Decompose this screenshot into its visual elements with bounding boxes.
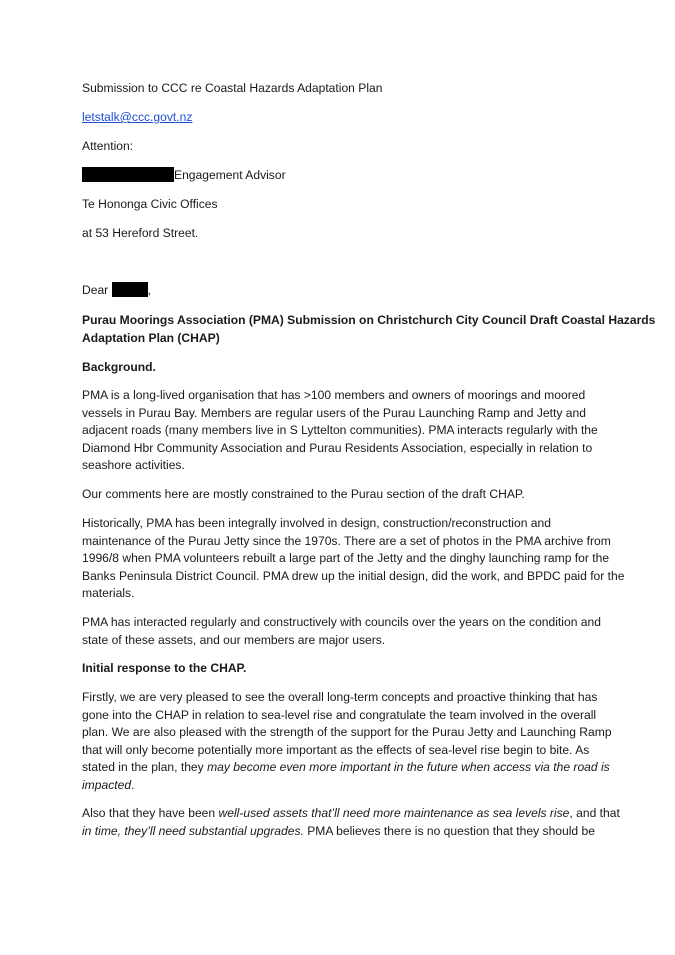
text-run: Also that they have been — [82, 806, 219, 820]
redacted-salutation-name — [112, 282, 148, 297]
text-line: state of these assets, and our members are major users. — [82, 632, 386, 647]
redacted-name-block — [82, 167, 174, 182]
subject-line: Submission to CCC re Coastal Hazards Adaptation Plan — [82, 81, 383, 95]
italic-quote: well-used assets that’ll need more maintenance as sea levels rise — [218, 806, 570, 820]
text-line — [82, 805, 620, 823]
text-run: stated in the plan, they — [82, 760, 208, 775]
background-paragraph-1 — [82, 387, 598, 475]
salutation-dear: Dear — [82, 283, 109, 297]
background-paragraph-3 — [82, 515, 624, 603]
initial-response-heading: Initial response to the CHAP. — [82, 661, 247, 675]
italic-quote: impacted — [82, 777, 132, 792]
text-line: PMA has interacted regularly and constructively with councils over the years on the condition and — [82, 615, 601, 629]
text-line: maintenance of the Purau Jetty since the 1970s. There are a set of photos in the PMA archive from — [82, 533, 611, 548]
text-line: that will only become potentially more important as the effects of sea-level rise begin to bite. As — [82, 742, 590, 757]
attention-label: Attention: — [82, 139, 134, 153]
address-line: at 53 Hereford Street. — [82, 226, 199, 240]
text-line: plan. We are also pleased with the strength of the support for the Purau Jetty and Launching Ramp — [82, 725, 612, 740]
text-line — [82, 823, 620, 841]
title-line-1: Purau Moorings Association (PMA) Submission on Christchurch City Council Draft Coastal Hazards — [82, 313, 656, 327]
title-line-2: Adaptation Plan (CHAP) — [82, 330, 220, 345]
text-line — [82, 777, 612, 795]
text-run: PMA believes there is no question that they should be — [303, 823, 595, 838]
text-line: vessels in Purau Bay. Members are regular users of the Purau Launching Ramp and Jetty and — [82, 405, 586, 420]
text-line: materials. — [82, 586, 135, 601]
recipient-line — [82, 167, 286, 185]
text-line: Historically, PMA has been integrally involved in design, construction/reconstruction and — [82, 516, 551, 530]
text-line: seashore activities. — [82, 458, 185, 473]
background-heading: Background. — [82, 360, 156, 374]
response-paragraph-2 — [82, 805, 620, 840]
submission-title — [82, 312, 656, 347]
response-paragraph-1 — [82, 689, 612, 795]
text-line: Diamond Hbr Community Association and Purau Residents Association, especially in relation to — [82, 440, 593, 455]
text-run: , and that — [569, 806, 620, 820]
recipient-role: Engagement Advisor — [174, 168, 286, 182]
text-run: . — [131, 777, 135, 792]
text-line: PMA is a long-lived organisation that has >100 members and owners of moorings and moored — [82, 388, 586, 402]
italic-quote: may become even more important in the future when access via the road is — [207, 760, 610, 775]
text-line: 1996/8 when PMA volunteers rebuilt a large part of the Jetty and the dinghy launching ramp for the — [82, 551, 610, 566]
italic-quote: in time, they’ll need substantial upgrades. — [82, 823, 304, 838]
text-line — [82, 759, 612, 777]
background-paragraph-2: Our comments here are mostly constrained to the Purau section of the draft CHAP. — [82, 487, 525, 501]
text-line: gone into the CHAP in relation to sea-level rise and congratulate the team involved in the overall — [82, 707, 597, 722]
text-line: adjacent roads (many members live in S Lyttelton communities). PMA interacts regularly with the — [82, 423, 598, 438]
salutation — [82, 282, 151, 300]
email-link[interactable]: letstalk@ccc.govt.nz — [82, 110, 193, 124]
background-paragraph-4 — [82, 614, 601, 649]
salutation-comma: , — [147, 283, 151, 297]
text-line: Firstly, we are very pleased to see the overall long-term concepts and proactive thinking that has — [82, 690, 598, 704]
text-line: Banks Peninsula District Council. PMA drew up the initial design, did the work, and BPDC paid for the — [82, 568, 625, 583]
office-line: Te Hononga Civic Offices — [82, 197, 218, 211]
